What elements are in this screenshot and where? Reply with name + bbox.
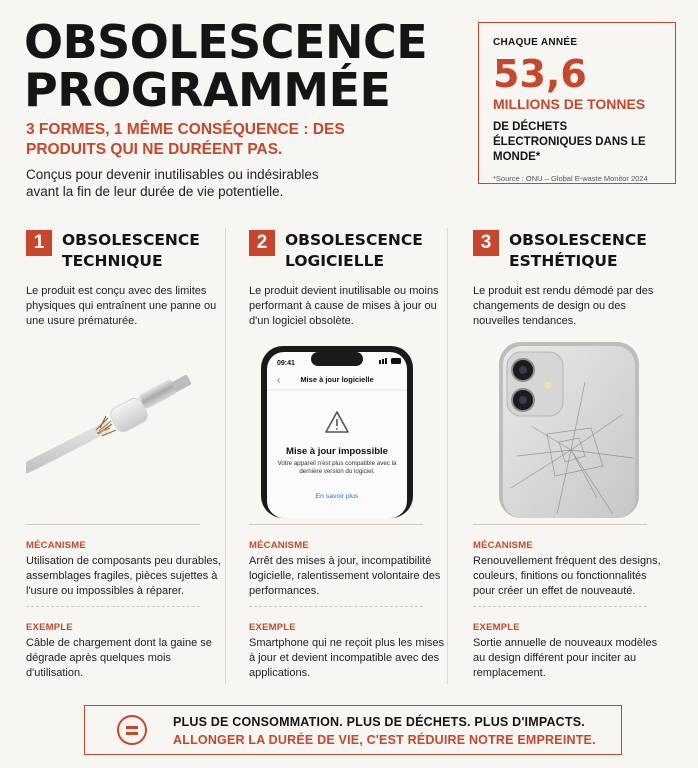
- column-description: Le produit est rendu démodé par des changements de design ou des nouvelles tendances.: [473, 285, 654, 327]
- column-number-badge: 3: [473, 230, 499, 256]
- section-divider: [473, 524, 647, 525]
- column-number-badge: 2: [249, 230, 275, 256]
- example-text: Sortie annuelle de nouveaux modèles au design différent pour inciter au remplacement.: [473, 637, 658, 679]
- phone-nav-title: Mise à jour logicielle: [300, 375, 374, 384]
- example-label: EXEMPLE: [26, 622, 73, 633]
- intro-text: Conçus pour devenir inutilisables ou indésirables avant la fin de leur durée de vie potentielle.: [26, 167, 319, 199]
- smartphone-update-image: [249, 338, 447, 518]
- column-divider: [447, 228, 448, 684]
- column-esthetique: [473, 228, 671, 684]
- conclusion-banner: [84, 705, 622, 755]
- column-description: Le produit est conçu avec des limites physiques qui entraînent une panne ou une usure prématurée.: [26, 285, 217, 327]
- column-technique: [26, 228, 224, 684]
- mechanism-label: MÉCANISME: [26, 540, 86, 551]
- mechanism-text: Arrêt des mises à jour, incompatibilité logicielle, ralentissement volontaire des performances.: [249, 555, 441, 597]
- stat-box: [478, 22, 676, 184]
- page-title: OBSOLESCENCE PROGRAMMÉE: [24, 15, 428, 117]
- example-text: Smartphone qui ne reçoit plus les mises à jour et devient incompatible avec des applications.: [249, 637, 445, 679]
- stat-period: CHAQUE ANNÉE: [493, 37, 578, 48]
- conclusion-line-2: ALLONGER LA DURÉE DE VIE, C'EST RÉDUIRE NOTRE EMPREINTE.: [173, 733, 596, 747]
- section-divider: [249, 524, 423, 525]
- phone-alert-title: Mise à jour impossible: [286, 446, 388, 457]
- back-chevron-icon[interactable]: ‹: [277, 375, 281, 386]
- cracked-phone-image: [473, 338, 671, 518]
- mechanism-text: Renouvellement fréquent des designs, couleurs, finitions ou fonctionnalités pour créer un effet de nouveauté.: [473, 555, 661, 597]
- section-divider: [26, 606, 200, 607]
- stat-unit: MILLIONS DE TONNES: [493, 96, 646, 112]
- mechanism-label: MÉCANISME: [473, 540, 533, 551]
- phone-time: 09:41: [277, 360, 295, 367]
- page-subtitle: 3 FORMES, 1 MÊME CONSÉQUENCE : DES PRODUITS QUI NE DURÉENT PAS.: [26, 121, 345, 158]
- stat-number: 53,6: [493, 52, 587, 96]
- column-logicielle: [249, 228, 447, 684]
- mechanism-label: MÉCANISME: [249, 540, 309, 551]
- learn-more-link[interactable]: En savoir plus: [315, 493, 359, 500]
- frayed-cable-image: [26, 338, 224, 518]
- example-label: EXEMPLE: [473, 622, 520, 633]
- column-title: OBSOLESCENCE LOGICIELLE: [285, 231, 423, 270]
- section-divider: [473, 606, 647, 607]
- stat-description: DE DÉCHETS ÉLECTRONIQUES DANS LE MONDE*: [493, 121, 646, 163]
- stat-source: *Source : ONU – Global E-waste Monitor 2024: [493, 174, 648, 183]
- equals-icon: [117, 715, 147, 745]
- column-title: OBSOLESCENCE TECHNIQUE: [62, 231, 200, 270]
- column-number-badge: 1: [26, 230, 52, 256]
- mechanism-text: Utilisation de composants peu durables, assemblages fragiles, pièces sujettes à l'usure ou impossibles à réparer.: [26, 555, 222, 597]
- column-title: OBSOLESCENCE ESTHÉTIQUE: [509, 231, 647, 270]
- example-label: EXEMPLE: [249, 622, 296, 633]
- column-divider: [225, 228, 226, 684]
- example-text: Câble de chargement dont la gaine se dégrade après quelques mois d'utilisation.: [26, 637, 212, 679]
- section-divider: [26, 524, 200, 525]
- phone-alert-text: Votre appareil n'est plus compatible avec la dernière version du logiciel.: [277, 460, 397, 475]
- conclusion-line-1: PLUS DE CONSOMMATION. PLUS DE DÉCHETS. PLUS D'IMPACTS.: [173, 715, 585, 729]
- section-divider: [249, 606, 423, 607]
- column-description: Le produit devient inutilisable ou moins performant à cause de mises à jour ou d'un logiciel obsolète.: [249, 285, 439, 327]
